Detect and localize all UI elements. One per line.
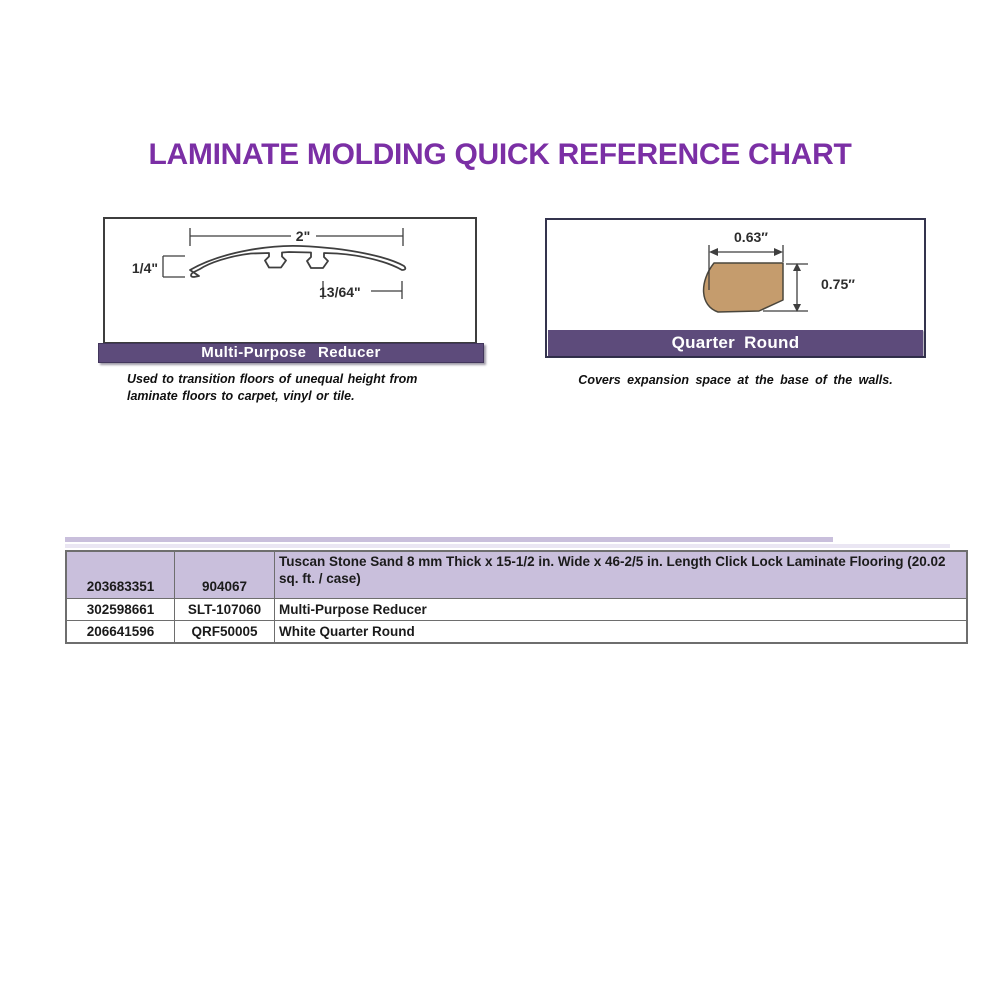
dim-label-reducer-height: 1/4" <box>131 260 158 276</box>
description-cell: White Quarter Round <box>275 621 968 644</box>
dim-label-qr-width: 0.63″ <box>734 229 768 245</box>
reducer-description: Used to transition floors of unequal height from laminate floors to carpet, vinyl or tile. <box>127 372 418 403</box>
sku-cell: 203683351 <box>66 551 175 599</box>
quarter-round-diagram <box>547 220 924 330</box>
sku-cell: 206641596 <box>66 621 175 644</box>
page-title: LAMINATE MOLDING QUICK REFERENCE CHART <box>148 138 852 171</box>
table-top-accent-strip <box>65 537 833 542</box>
dim-label-reducer-tongue: 13/64" <box>319 284 361 300</box>
sku-cell: 302598661 <box>66 599 175 621</box>
reducer-panel <box>103 217 477 344</box>
quarter-round-description: Covers expansion space at the base of the walls. <box>578 373 893 387</box>
model-cell: 904067 <box>175 551 275 599</box>
dim-label-reducer-width: 2" <box>295 228 311 244</box>
model-cell: QRF50005 <box>175 621 275 644</box>
table-row <box>66 599 967 621</box>
quarter-round-panel <box>545 218 926 358</box>
quarter-round-cross-section <box>704 263 783 312</box>
table-top-accent-strip-light <box>65 544 950 548</box>
table-row <box>66 621 967 644</box>
dim-label-qr-height: 0.75″ <box>821 276 855 292</box>
description-cell: Multi-Purpose Reducer <box>275 599 968 621</box>
product-table <box>65 550 968 644</box>
reducer-cross-section <box>190 246 405 277</box>
table-row <box>66 551 967 599</box>
reducer-profile-diagram <box>105 219 475 342</box>
model-cell: SLT-107060 <box>175 599 275 621</box>
quarter-round-banner: Quarter Round <box>548 330 923 356</box>
reducer-banner: Multi-Purpose Reducer <box>98 343 484 363</box>
description-cell: Tuscan Stone Sand 8 mm Thick x 15-1/2 in. Wide x 46-2/5 in. Length Click Lock Laminate Flooring (20.02 sq. ft. / case) <box>275 551 968 599</box>
